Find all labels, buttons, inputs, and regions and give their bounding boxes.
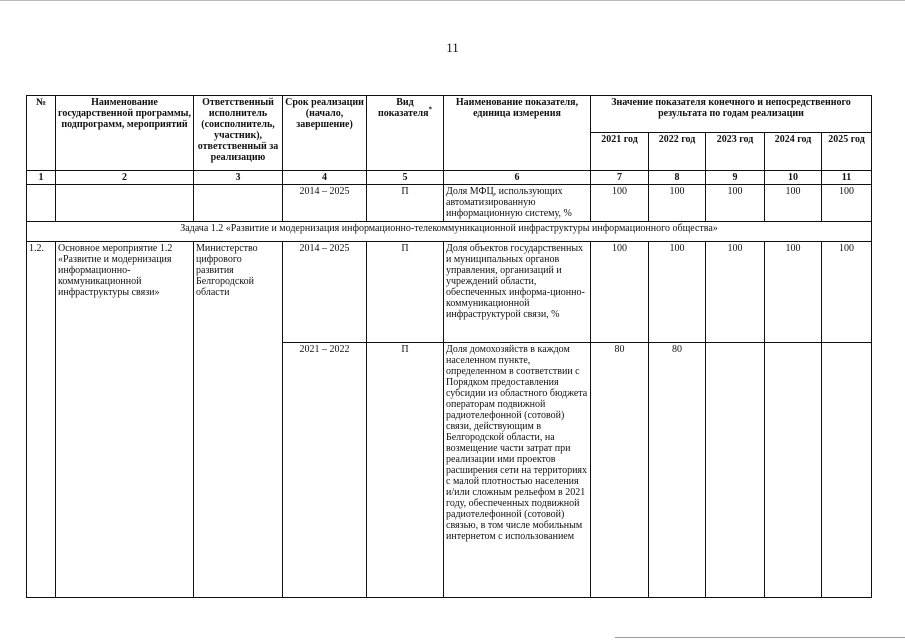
- column-number: 6: [444, 171, 591, 185]
- header-row: [27, 96, 872, 133]
- cell-name: Основное мероприятие 1.2 «Развитие и модернизация информационно-коммуникационной инфраструктуры связи»: [56, 242, 194, 598]
- col-header-kind-label: Вид показателя: [377, 97, 429, 119]
- col-header-year: 2023 год: [706, 133, 765, 171]
- cell-value: 80: [591, 343, 649, 598]
- cell-kind: П: [367, 242, 444, 343]
- col-header-kind-mark: *: [428, 105, 432, 114]
- cell-value: 100: [706, 242, 765, 343]
- cell-period: 2014 – 2025: [283, 242, 367, 343]
- column-number: 7: [591, 171, 649, 185]
- col-header-year: 2025 год: [822, 133, 872, 171]
- col-header-executor: Ответственный исполнитель (соисполнитель, участник), ответственный за реализацию: [194, 96, 283, 171]
- table-row: [27, 242, 872, 343]
- column-number: 8: [649, 171, 706, 185]
- table-row: [27, 185, 872, 222]
- col-header-kind: [367, 96, 444, 171]
- cell-value: [822, 343, 872, 598]
- column-number: 3: [194, 171, 283, 185]
- col-header-year: 2021 год: [591, 133, 649, 171]
- cell-name: [56, 185, 194, 222]
- cell-value: 100: [591, 185, 649, 222]
- cell-executor: [194, 185, 283, 222]
- cell-num: [27, 185, 56, 222]
- column-number: 10: [765, 171, 822, 185]
- scan-bottom-rule: [615, 637, 905, 638]
- task-title: Задача 1.2 «Развитие и модернизация информационно-телекоммуникационной инфраструктуры информационного общества»: [27, 222, 872, 242]
- col-header-period: Срок реализации (начало, завершение): [283, 96, 367, 171]
- page-number: 11: [446, 40, 459, 55]
- cell-value: 100: [765, 242, 822, 343]
- col-header-num: №: [27, 96, 56, 171]
- cell-kind: П: [367, 343, 444, 598]
- cell-num: 1.2.: [27, 242, 56, 598]
- column-number: 1: [27, 171, 56, 185]
- cell-kind: П: [367, 185, 444, 222]
- cell-value: 100: [706, 185, 765, 222]
- column-number-row: [27, 171, 872, 185]
- cell-value: 100: [649, 242, 706, 343]
- cell-value: 100: [765, 185, 822, 222]
- cell-value: [706, 343, 765, 598]
- scan-top-rule: [0, 0, 905, 1]
- col-header-indicator: Наименование показателя, единица измерения: [444, 96, 591, 171]
- cell-indicator: Доля объектов государственных и муниципальных органов управления, организаций и учреждений области, обеспеченных информа-ционно-коммуникационной инфраструктурой связи, %: [444, 242, 591, 343]
- cell-period: 2021 – 2022: [283, 343, 367, 598]
- col-header-values-group: Значение показателя конечного и непосредственного результата по годам реализации: [591, 96, 872, 133]
- cell-value: 80: [649, 343, 706, 598]
- program-indicators-table: [26, 95, 872, 598]
- cell-value: 100: [822, 242, 872, 343]
- cell-executor: Министерство цифрового развития Белгородской области: [194, 242, 283, 598]
- col-header-name: Наименование государственной программы, подпрограмм, мероприятий: [56, 96, 194, 171]
- col-header-year: 2024 год: [765, 133, 822, 171]
- col-header-year: 2022 год: [649, 133, 706, 171]
- column-number: 5: [367, 171, 444, 185]
- cell-indicator: Доля МФЦ, использующих автоматизированную информационную систему, %: [444, 185, 591, 222]
- cell-value: 100: [649, 185, 706, 222]
- column-number: 2: [56, 171, 194, 185]
- column-number: 9: [706, 171, 765, 185]
- cell-value: 100: [822, 185, 872, 222]
- task-row: [27, 222, 872, 242]
- column-number: 11: [822, 171, 872, 185]
- column-number: 4: [283, 171, 367, 185]
- cell-value: [765, 343, 822, 598]
- cell-indicator: Доля домохозяйств в каждом населенном пункте, определенном в соответствии с Порядком предоставления субсидии из областного бюджета операторам подвижной радиотелефонной (сотовой) связи, действующим в Белгородской области, на возмещение части затрат при реализации ими проектов расширения сети на территориях с малой плотностью населения и/или сложным рельефом в 2021 году, обеспеченных подвижной радиотелефонной (сотовой) связью, в том числе мобильным интернетом с использованием: [444, 343, 591, 598]
- cell-value: 100: [591, 242, 649, 343]
- cell-period: 2014 – 2025: [283, 185, 367, 222]
